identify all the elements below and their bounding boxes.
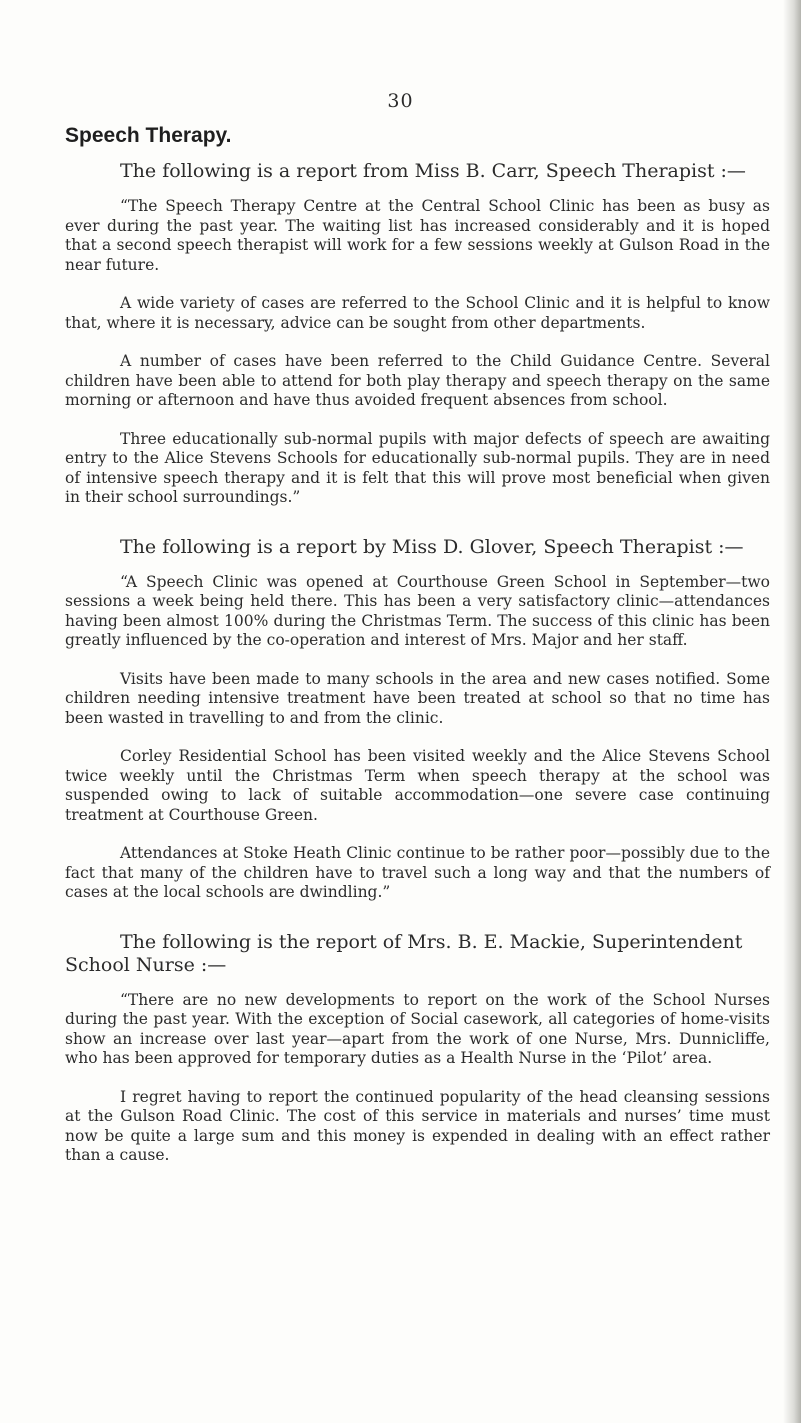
report-paragraph: Three educationally sub-normal pupils with major defects of speech are awaiting entry to the Alice Stevens Schools for educationally sub-normal pupils. They are in need of intensive speech therapy and it is felt that this will prove most beneficial when given in their school surroundings.” [65,429,770,506]
report-section [65,931,770,1166]
report-paragraph: “A Speech Clinic was opened at Courthouse Green School in September—two sessions a week being held there. This has been a very satisfactory clinic—attendances having been almost 100% during the Christmas Term. The success of this clinic has been greatly influenced by the co-operation and interest of Mrs. Major and her staff. [65,572,770,649]
report-paragraph: A number of cases have been referred to the Child Guidance Centre. Several children have been able to attend for both play therapy and speech therapy on the same morning or afternoon and have thus avoided frequent absences from school. [65,352,770,409]
report-paragraph: I regret having to report the continued popularity of the head cleansing sessions at the Gulson Road Clinic. The cost of this service in materials and nurses’ time must now be quite a large sum and this money is expended in dealing with an effect rather than a cause. [65,1087,770,1164]
section-intro: The following is a report from Miss B. Carr, Speech Therapist :— [120,160,746,182]
page-number: 30 [387,90,414,112]
report-paragraph: Attendances at Stoke Heath Clinic continue to be rather poor—possibly due to the fact that many of the children have to travel such a long way and that the numbers of cases at the local schools are dwindling.” [65,844,770,901]
report-section [65,160,770,508]
report-paragraph: Visits have been made to many schools in the area and new cases notified. Some children needing intensive treatment have been treated at school so that no time has been wasted in travelling to and from the clinic. [65,669,770,727]
section-intro: The following is the report of Mrs. B. E. Mackie, Superintendent School Nurse :— [65,930,743,976]
report-paragraph: “There are no new developments to report on the work of the School Nurses during the past year. With the exception of Social casework, all categories of home-visits show an increase over last year—apart from the work of one Nurse, Mrs. Dunnicliffe, who has been approved for temporary duties as a Health Nurse in the ‘Pilot’ area. [65,990,770,1067]
page-content [65,124,770,1185]
page-edge-shadow [783,0,801,1423]
report-paragraph: Corley Residential School has been visited weekly and the Alice Stevens School twice weekly until the Christmas Term when speech therapy at the school was suspended owing to lack of suitable accommodation—one severe case continuing treatment at Courthouse Green. [65,747,770,824]
report-section [65,536,770,903]
page-heading: Speech Therapy. [65,124,232,147]
section-intro: The following is a report by Miss D. Glover, Speech Therapist :— [120,535,744,558]
report-paragraph: A wide variety of cases are referred to the School Clinic and it is helpful to know that, where it is necessary, advice can be sought from other departments. [65,294,770,332]
report-paragraph: “The Speech Therapy Centre at the Central School Clinic has been as busy as ever during the past year. The waiting list has increased considerably and it is hoped that a second speech therapist will work for a few sessions weekly at Gulson Road in the near future. [65,197,770,274]
